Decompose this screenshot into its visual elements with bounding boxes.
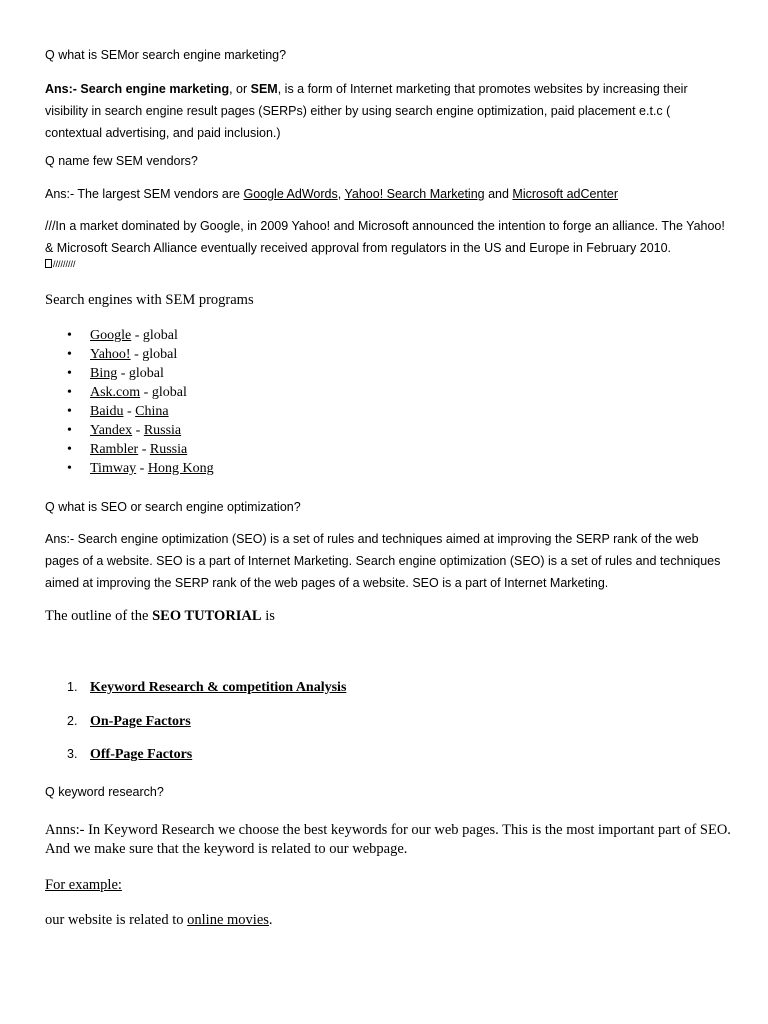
answer-keyword-research: Anns:- In Keyword Research we choose the best keywords for our web pages. This is the most important part of SEO. And we make sure that the keyword is related to our webpage. [45,822,731,857]
link-russia-2[interactable]: Russia [149,442,188,457]
sem-programs-heading: Search engines with SEM programs [45,292,254,308]
answer-sem-vendors: Ans:- The largest SEM vendors are Google AdWords, Yahoo! Search Marketing and Microsoft adCenter [45,187,619,201]
list-item: 3. Off-Page Factors [67,747,193,762]
list-item: • Google - global [45,326,214,345]
question-seo: Q what is SEO or search engine optimization? [45,500,301,514]
link-baidu[interactable]: Baidu [90,404,124,419]
link-hong-kong[interactable]: Hong Kong [147,461,214,476]
sem-abbrev: SEM [250,82,278,96]
link-google-adwords[interactable]: Google AdWords [243,187,338,201]
answer-sem: Ans:- Search engine marketing, or SEM, is a form of Internet marketing that promotes websites by increasing their visibility in search engine result pages (SERPs) either by using search engine optimization, paid placement e.t.c ( contextual advertising, and paid inclusion.) [45,82,688,140]
outline-list [45,678,346,779]
list-item: 1. Keyword Research & competition Analysis [67,680,347,695]
link-yahoo[interactable]: Yahoo! [90,347,131,362]
answer-seo: Ans:- Search engine optimization (SEO) is a set of rules and techniques aimed at improving the SERP rank of the web pages of a website. SEO is a part of Internet Marketing. Search engine optimization (SEO) is a set of rules and techniques aimed at improving the SERP rank of the web pages of a website. SEO is a part of Internet Marketing. [45,532,721,590]
link-online-movies[interactable]: online movies [187,912,269,928]
seo-tutorial-title: SEO TUTORIAL [152,608,262,624]
missing-glyph-icon [45,259,52,268]
link-yahoo-search-marketing[interactable]: Yahoo! Search Marketing [344,187,485,201]
list-item: • Yahoo! - global [45,345,214,364]
question-sem-vendors: Q name few SEM vendors? [45,154,198,168]
answer-sem-rest: , is a form of Internet marketing that promotes websites by increasing their visibility in search engine result pages (SERPs) either by using search engine optimization, paid placement e.t.c ( contextual advertising, and paid inclusion.) [45,82,688,140]
question-keyword-research: Q keyword research? [45,785,164,799]
question-sem: Q what is SEMor search engine marketing? [45,48,287,62]
link-rambler[interactable]: Rambler [90,442,139,457]
alliance-note-tail: ///////// [45,259,76,269]
alliance-note: ///In a market dominated by Google, in 2009 Yahoo! and Microsoft announced the intention to forge an alliance. The Yahoo! & Microsoft Search Alliance eventually received approval from regulators in the US and Europe in February 2010. [45,219,725,255]
list-item: • Bing - global [45,364,214,383]
sem-programs-list [45,326,214,478]
link-russia[interactable]: Russia [143,423,182,438]
list-item: • Ask.com - global [45,383,214,402]
link-timway[interactable]: Timway [90,461,137,476]
list-item: • Yandex - Russia [45,421,214,440]
link-on-page-factors[interactable]: On-Page Factors [90,713,191,729]
outline-intro: The outline of the SEO TUTORIAL is [45,608,275,624]
list-item: • Rambler - Russia [45,440,214,459]
list-item: • Baidu - China [45,402,214,421]
list-item: 2. On-Page Factors [67,713,191,729]
link-keyword-research[interactable]: Keyword Research & competition Analysis [90,680,347,695]
link-china[interactable]: China [135,404,169,419]
answer-sem-lead: Ans:- Search engine marketing [45,82,230,96]
link-off-page-factors[interactable]: Off-Page Factors [90,747,193,762]
link-google[interactable]: Google [90,328,132,343]
link-microsoft-adcenter[interactable]: Microsoft adCenter [512,187,619,201]
for-example-label: For example: [45,877,122,893]
list-item: • Timway - Hong Kong [45,459,214,478]
link-yandex[interactable]: Yandex [90,423,133,438]
link-ask[interactable]: Ask.com [90,385,141,400]
link-bing[interactable]: Bing [90,366,118,381]
example-text: our website is related to online movies. [45,912,273,928]
